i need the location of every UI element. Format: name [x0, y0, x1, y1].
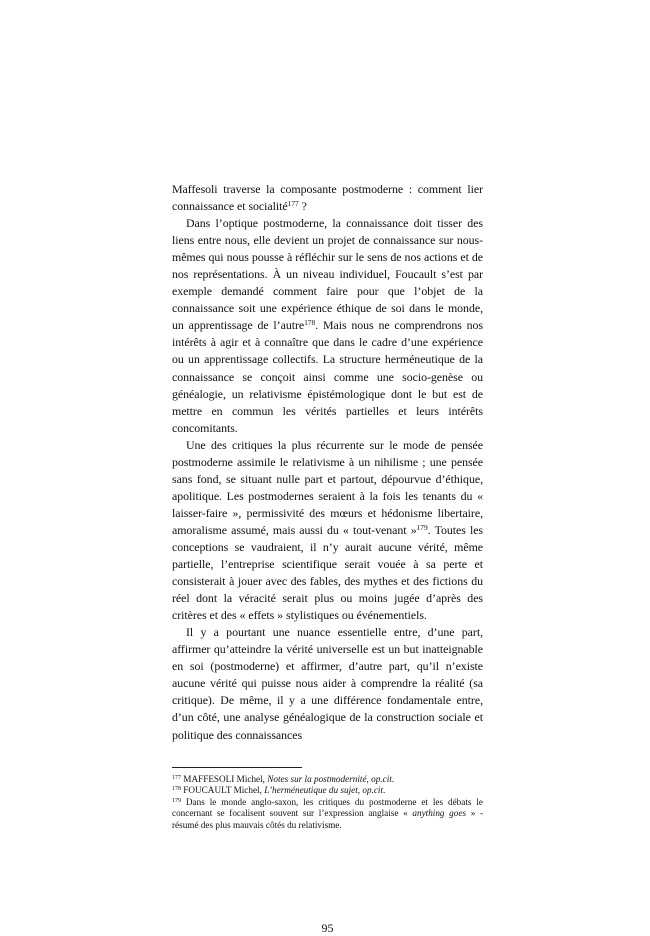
footnotes [172, 774, 483, 832]
italic-text: Notes sur la postmodernité [267, 773, 367, 784]
text-run: » - résumé des plus mauvais côtés du relativisme. [172, 808, 484, 830]
footnote [172, 785, 483, 797]
paragraph [172, 437, 483, 625]
text-run: Il y a pourtant une nuance essentielle entre, d’une part, affirmer qu’atteindre la vérité universelle est un but inatteignable en soi (postmoderne) et affirmer, d’autre part, qu’il n’existe aucune vérité qui puisse nous aider à comprendre la réalité (sa critique). De même, il y a une différence fondamentale entre, d’un côté, une analyse généalogique de la construction sociale et politique des connaissances [172, 625, 483, 742]
italic-text: op.cit [362, 785, 384, 796]
footnote-reference[interactable]: 178 [172, 786, 181, 793]
text-run: Dans le monde anglo-saxon, les critiques du postmoderne et les débats le concernant se focalisent souvent sur l’expression anglaise « [172, 796, 483, 819]
text-run: FOUCAULT Michel, [181, 785, 265, 796]
footnote-separator [172, 767, 302, 768]
paragraph [172, 624, 483, 743]
paragraph [172, 181, 483, 215]
text-run: MAFFESOLI Michel, [181, 773, 268, 784]
footnote-reference[interactable]: 179 [416, 522, 428, 532]
footnote-reference[interactable]: 179 [172, 797, 181, 804]
footnote [172, 797, 483, 832]
text-run: , [366, 773, 372, 784]
footnote-reference[interactable]: 178 [304, 318, 316, 328]
footnote [172, 774, 483, 786]
text-run: . [391, 773, 395, 784]
page-number: 95 [321, 921, 334, 935]
footnote-reference[interactable]: 177 [287, 199, 299, 209]
paragraph [172, 215, 483, 437]
text-run: , [357, 785, 363, 796]
text-run: . Toutes les conceptions se vaudraient, il n’y aurait aucune vérité, même partielle, l’entreprise scientifique serait vouée à sa perte et consisterait à jouer avec des fables, des mythes et des fictions du réel dont la véracité serait plus ou moins jugée d’après des critères et des « effets » stylistiques ou événementiels. [172, 522, 484, 623]
italic-text: op.cit [371, 773, 392, 784]
italic-text: anything goes [412, 808, 467, 819]
body-text [172, 181, 483, 744]
footnote-reference[interactable]: 177 [172, 774, 181, 781]
italic-text: L’herméneutique du sujet [264, 785, 358, 796]
text-run: Maffesoli traverse la composante postmoderne : comment lier connaissance et socialité [172, 182, 483, 214]
text-run: ? [298, 199, 307, 214]
text-run: Une des critiques la plus récurrente sur le mode de pensée postmoderne assimile le relativisme à un nihilisme ; une pensée sans fond, se situant nulle part et partout, dépourvue d’éthique, apolitique. Les postmodernes seraient à la fois les tenants du « laisser-faire », permissivité des mœurs et hédonisme libertaire, amoralisme assumé, mais aussi du « tout-venant » [172, 437, 483, 537]
text-run: . [383, 785, 386, 796]
text-run: . Mais nous ne comprendrons nos intérêts à agir et à connaître que dans le cadre d’une expérience ou un apprentissage collectifs. La structure herméneutique de la connaissance se conçoit ainsi comme une socio-genèse ou généalogie, un relativisme épistémologique dont le but est de mettre en commun les vérités partielles et leurs intérêts concomitants. [172, 318, 483, 435]
text-run: Dans l’optique postmoderne, la connaissance doit tisser des liens entre nous, elle devient un projet de connaissance sur nous-mêmes qui nous pousse à réfléchir sur le sens de nos actions et de nos représentations. À un niveau individuel, Foucault s’est par exemple demandé comment faire pour que l’objet de la connaissance soit une expérience éthique de soi dans le monde, un apprentissage de l’autre [172, 216, 483, 333]
document-page [172, 181, 484, 935]
